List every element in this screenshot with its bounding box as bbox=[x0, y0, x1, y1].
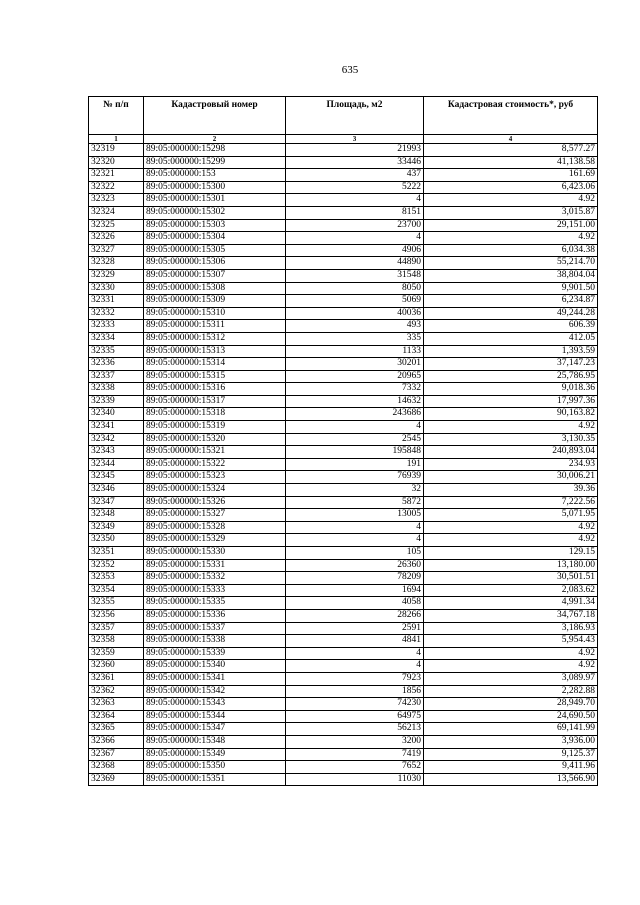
row-number-cell: 32360 bbox=[89, 660, 144, 673]
cadastral-number-cell: 89:05:000000:15322 bbox=[144, 458, 286, 471]
table-row bbox=[89, 358, 598, 371]
area-cell: 7419 bbox=[286, 748, 424, 761]
row-number-cell: 32329 bbox=[89, 269, 144, 282]
area-cell: 2591 bbox=[286, 622, 424, 635]
area-cell: 4 bbox=[286, 232, 424, 245]
table-row bbox=[89, 773, 598, 786]
table-row bbox=[89, 559, 598, 572]
row-number-cell: 32328 bbox=[89, 257, 144, 270]
area-cell: 8050 bbox=[286, 282, 424, 295]
cadastral-value-cell: 5,071.95 bbox=[424, 509, 598, 522]
table-row bbox=[89, 421, 598, 434]
cadastral-number-cell: 89:05:000000:15340 bbox=[144, 660, 286, 673]
cadastral-number-cell: 89:05:000000:15321 bbox=[144, 446, 286, 459]
table-row bbox=[89, 672, 598, 685]
row-number-cell: 32325 bbox=[89, 219, 144, 232]
table-row bbox=[89, 723, 598, 736]
row-number-cell: 32334 bbox=[89, 332, 144, 345]
cadastral-value-cell: 2,282.88 bbox=[424, 685, 598, 698]
row-number-cell: 32352 bbox=[89, 559, 144, 572]
area-cell: 5872 bbox=[286, 496, 424, 509]
cadastral-number-cell: 89:05:000000:15348 bbox=[144, 735, 286, 748]
table-row bbox=[89, 635, 598, 648]
cadastral-value-cell: 3,936.00 bbox=[424, 735, 598, 748]
header-row-number: № п/п bbox=[89, 97, 144, 135]
row-number-cell: 32322 bbox=[89, 181, 144, 194]
area-cell: 243686 bbox=[286, 408, 424, 421]
area-cell: 105 bbox=[286, 547, 424, 560]
cadastral-number-cell: 89:05:000000:15314 bbox=[144, 358, 286, 371]
table-row bbox=[89, 660, 598, 673]
cadastral-value-cell: 39.36 bbox=[424, 484, 598, 497]
header-area: Площадь, м2 bbox=[286, 97, 424, 135]
cadastral-value-cell: 69,141.99 bbox=[424, 723, 598, 736]
area-cell: 4 bbox=[286, 521, 424, 534]
row-number-cell: 32340 bbox=[89, 408, 144, 421]
cadastral-value-cell: 4.92 bbox=[424, 660, 598, 673]
page-number: 635 bbox=[341, 64, 359, 76]
area-cell: 21993 bbox=[286, 144, 424, 157]
cadastral-value-cell: 3,089.97 bbox=[424, 672, 598, 685]
cadastral-number-cell: 89:05:000000:15326 bbox=[144, 496, 286, 509]
cadastral-number-cell: 89:05:000000:15310 bbox=[144, 307, 286, 320]
cadastral-number-cell: 89:05:000000:15347 bbox=[144, 723, 286, 736]
area-cell: 1856 bbox=[286, 685, 424, 698]
cadastral-value-cell: 6,423.06 bbox=[424, 181, 598, 194]
table-row bbox=[89, 496, 598, 509]
area-cell: 335 bbox=[286, 332, 424, 345]
area-cell: 437 bbox=[286, 169, 424, 182]
area-cell: 7923 bbox=[286, 672, 424, 685]
area-cell: 64975 bbox=[286, 710, 424, 723]
cadastral-number-cell: 89:05:000000:15332 bbox=[144, 572, 286, 585]
column-number-3: 3 bbox=[286, 135, 424, 144]
table-row bbox=[89, 572, 598, 585]
row-number-cell: 32348 bbox=[89, 509, 144, 522]
table-row bbox=[89, 685, 598, 698]
row-number-cell: 32366 bbox=[89, 735, 144, 748]
row-number-cell: 32361 bbox=[89, 672, 144, 685]
table-row bbox=[89, 710, 598, 723]
cadastral-value-cell: 4.92 bbox=[424, 421, 598, 434]
table-row bbox=[89, 332, 598, 345]
table-row bbox=[89, 181, 598, 194]
row-number-cell: 32330 bbox=[89, 282, 144, 295]
cadastral-value-cell: 3,130.35 bbox=[424, 433, 598, 446]
row-number-cell: 32320 bbox=[89, 156, 144, 169]
table-row bbox=[89, 735, 598, 748]
cadastral-number-cell: 89:05:000000:15336 bbox=[144, 609, 286, 622]
cadastral-number-cell: 89:05:000000:15306 bbox=[144, 257, 286, 270]
cadastral-number-cell: 89:05:000000:15307 bbox=[144, 269, 286, 282]
table-row bbox=[89, 433, 598, 446]
area-cell: 1133 bbox=[286, 345, 424, 358]
row-number-cell: 32350 bbox=[89, 534, 144, 547]
cadastral-number-cell: 89:05:000000:15331 bbox=[144, 559, 286, 572]
table-row bbox=[89, 295, 598, 308]
row-number-cell: 32368 bbox=[89, 761, 144, 774]
row-number-cell: 32355 bbox=[89, 597, 144, 610]
cadastral-number-cell: 89:05:000000:15308 bbox=[144, 282, 286, 295]
area-cell: 7652 bbox=[286, 761, 424, 774]
area-cell: 8151 bbox=[286, 206, 424, 219]
cadastral-number-cell: 89:05:000000:15343 bbox=[144, 698, 286, 711]
area-cell: 2545 bbox=[286, 433, 424, 446]
table-row bbox=[89, 484, 598, 497]
area-cell: 195848 bbox=[286, 446, 424, 459]
cadastral-value-cell: 4.92 bbox=[424, 194, 598, 207]
table-row bbox=[89, 622, 598, 635]
cadastral-value-cell: 1,393.59 bbox=[424, 345, 598, 358]
cadastral-value-cell: 37,147.23 bbox=[424, 358, 598, 371]
row-number-cell: 32369 bbox=[89, 773, 144, 786]
cadastral-value-cell: 90,163.82 bbox=[424, 408, 598, 421]
table-row bbox=[89, 446, 598, 459]
row-number-cell: 32367 bbox=[89, 748, 144, 761]
area-cell: 14632 bbox=[286, 395, 424, 408]
table-row bbox=[89, 345, 598, 358]
cadastral-number-cell: 89:05:000000:15316 bbox=[144, 383, 286, 396]
area-cell: 3200 bbox=[286, 735, 424, 748]
row-number-cell: 32323 bbox=[89, 194, 144, 207]
cadastral-value-cell: 8,577.27 bbox=[424, 144, 598, 157]
cadastral-number-cell: 89:05:000000:15330 bbox=[144, 547, 286, 560]
table-row bbox=[89, 509, 598, 522]
area-cell: 20965 bbox=[286, 370, 424, 383]
area-cell: 5069 bbox=[286, 295, 424, 308]
cadastral-number-cell: 89:05:000000:15339 bbox=[144, 647, 286, 660]
cadastral-value-cell: 25,786.95 bbox=[424, 370, 598, 383]
cadastral-number-cell: 89:05:000000:15350 bbox=[144, 761, 286, 774]
area-cell: 4 bbox=[286, 647, 424, 660]
cadastral-value-cell: 3,186.93 bbox=[424, 622, 598, 635]
area-cell: 13005 bbox=[286, 509, 424, 522]
area-cell: 7332 bbox=[286, 383, 424, 396]
row-number-cell: 32343 bbox=[89, 446, 144, 459]
cadastral-value-cell: 9,901.50 bbox=[424, 282, 598, 295]
cadastral-value-cell: 2,083.62 bbox=[424, 584, 598, 597]
area-cell: 33446 bbox=[286, 156, 424, 169]
cadastral-number-cell: 89:05:000000:15338 bbox=[144, 635, 286, 648]
row-number-cell: 32364 bbox=[89, 710, 144, 723]
table-row bbox=[89, 748, 598, 761]
cadastral-number-cell: 89:05:000000:15303 bbox=[144, 219, 286, 232]
cadastral-value-cell: 234.93 bbox=[424, 458, 598, 471]
table-row bbox=[89, 244, 598, 257]
column-number-4: 4 bbox=[424, 135, 598, 144]
table-body bbox=[89, 144, 598, 786]
cadastral-number-cell: 89:05:000000:15333 bbox=[144, 584, 286, 597]
table-row bbox=[89, 521, 598, 534]
table-row bbox=[89, 307, 598, 320]
cadastral-number-cell: 89:05:000000:15329 bbox=[144, 534, 286, 547]
cadastral-value-cell: 29,151.00 bbox=[424, 219, 598, 232]
area-cell: 26360 bbox=[286, 559, 424, 572]
cadastral-number-cell: 89:05:000000:15301 bbox=[144, 194, 286, 207]
header-cadastral-value: Кадастровая стоимость*, руб bbox=[424, 97, 598, 135]
row-number-cell: 32341 bbox=[89, 421, 144, 434]
area-cell: 74230 bbox=[286, 698, 424, 711]
cadastral-number-cell: 89:05:000000:15309 bbox=[144, 295, 286, 308]
cadastral-value-cell: 41,138.58 bbox=[424, 156, 598, 169]
area-cell: 32 bbox=[286, 484, 424, 497]
row-number-cell: 32326 bbox=[89, 232, 144, 245]
row-number-cell: 32363 bbox=[89, 698, 144, 711]
area-cell: 23700 bbox=[286, 219, 424, 232]
cadastral-value-cell: 9,018.36 bbox=[424, 383, 598, 396]
row-number-cell: 32362 bbox=[89, 685, 144, 698]
table-row bbox=[89, 219, 598, 232]
row-number-cell: 32335 bbox=[89, 345, 144, 358]
row-number-cell: 32365 bbox=[89, 723, 144, 736]
area-cell: 31548 bbox=[286, 269, 424, 282]
table-row bbox=[89, 144, 598, 157]
cadastral-value-cell: 606.39 bbox=[424, 320, 598, 333]
row-number-cell: 32321 bbox=[89, 169, 144, 182]
header-cadastral-number: Кадастровый номер bbox=[144, 97, 286, 135]
cadastral-value-cell: 412.05 bbox=[424, 332, 598, 345]
table-row bbox=[89, 320, 598, 333]
cadastral-value-cell: 55,214.70 bbox=[424, 257, 598, 270]
row-number-cell: 32356 bbox=[89, 609, 144, 622]
area-cell: 493 bbox=[286, 320, 424, 333]
row-number-cell: 32359 bbox=[89, 647, 144, 660]
table-header bbox=[89, 97, 598, 144]
row-number-cell: 32337 bbox=[89, 370, 144, 383]
cadastral-number-cell: 89:05:000000:15351 bbox=[144, 773, 286, 786]
area-cell: 4 bbox=[286, 660, 424, 673]
table-row bbox=[89, 169, 598, 182]
cadastral-number-cell: 89:05:000000:15317 bbox=[144, 395, 286, 408]
area-cell: 4841 bbox=[286, 635, 424, 648]
cadastral-number-cell: 89:05:000000:15344 bbox=[144, 710, 286, 723]
row-number-cell: 32331 bbox=[89, 295, 144, 308]
column-number-1: 1 bbox=[89, 135, 144, 144]
cadastral-number-cell: 89:05:000000:15312 bbox=[144, 332, 286, 345]
row-number-cell: 32333 bbox=[89, 320, 144, 333]
cadastral-number-cell: 89:05:000000:153 bbox=[144, 169, 286, 182]
cadastral-value-cell: 30,006.21 bbox=[424, 471, 598, 484]
area-cell: 4058 bbox=[286, 597, 424, 610]
cadastral-value-cell: 34,767.18 bbox=[424, 609, 598, 622]
cadastral-value-cell: 6,234.87 bbox=[424, 295, 598, 308]
cadastral-number-cell: 89:05:000000:15311 bbox=[144, 320, 286, 333]
row-number-cell: 32327 bbox=[89, 244, 144, 257]
row-number-cell: 32353 bbox=[89, 572, 144, 585]
cadastral-number-cell: 89:05:000000:15313 bbox=[144, 345, 286, 358]
cadastral-value-cell: 129.15 bbox=[424, 547, 598, 560]
cadastral-value-cell: 4,991.34 bbox=[424, 597, 598, 610]
area-cell: 30201 bbox=[286, 358, 424, 371]
cadastral-value-cell: 7,222.56 bbox=[424, 496, 598, 509]
table-row bbox=[89, 597, 598, 610]
table-row bbox=[89, 647, 598, 660]
cadastral-value-cell: 4.92 bbox=[424, 647, 598, 660]
table-row bbox=[89, 282, 598, 295]
cadastral-number-cell: 89:05:000000:15300 bbox=[144, 181, 286, 194]
cadastral-value-cell: 49,244.28 bbox=[424, 307, 598, 320]
cadastral-number-cell: 89:05:000000:15323 bbox=[144, 471, 286, 484]
cadastral-value-cell: 6,034.38 bbox=[424, 244, 598, 257]
cadastral-number-cell: 89:05:000000:15319 bbox=[144, 421, 286, 434]
area-cell: 44890 bbox=[286, 257, 424, 270]
cadastral-number-cell: 89:05:000000:15328 bbox=[144, 521, 286, 534]
table-row bbox=[89, 370, 598, 383]
cadastral-value-cell: 17,997.36 bbox=[424, 395, 598, 408]
cadastral-value-cell: 9,125.37 bbox=[424, 748, 598, 761]
cadastral-value-cell: 4.92 bbox=[424, 232, 598, 245]
row-number-cell: 32342 bbox=[89, 433, 144, 446]
cadastral-value-cell: 30,501.51 bbox=[424, 572, 598, 585]
table-row bbox=[89, 206, 598, 219]
row-number-cell: 32354 bbox=[89, 584, 144, 597]
table-row bbox=[89, 269, 598, 282]
cadastral-table bbox=[88, 96, 598, 786]
cadastral-value-cell: 38,804.04 bbox=[424, 269, 598, 282]
table-row bbox=[89, 584, 598, 597]
row-number-cell: 32358 bbox=[89, 635, 144, 648]
cadastral-number-cell: 89:05:000000:15341 bbox=[144, 672, 286, 685]
row-number-cell: 32357 bbox=[89, 622, 144, 635]
row-number-cell: 32339 bbox=[89, 395, 144, 408]
table-row bbox=[89, 458, 598, 471]
cadastral-number-cell: 89:05:000000:15299 bbox=[144, 156, 286, 169]
table-row bbox=[89, 156, 598, 169]
cadastral-number-cell: 89:05:000000:15349 bbox=[144, 748, 286, 761]
row-number-cell: 32351 bbox=[89, 547, 144, 560]
cadastral-number-cell: 89:05:000000:15304 bbox=[144, 232, 286, 245]
cadastral-number-cell: 89:05:000000:15305 bbox=[144, 244, 286, 257]
area-cell: 78209 bbox=[286, 572, 424, 585]
row-number-cell: 32324 bbox=[89, 206, 144, 219]
table-row bbox=[89, 395, 598, 408]
cadastral-value-cell: 4.92 bbox=[424, 534, 598, 547]
table-row bbox=[89, 383, 598, 396]
cadastral-value-cell: 24,690.50 bbox=[424, 710, 598, 723]
table-row bbox=[89, 257, 598, 270]
area-cell: 56213 bbox=[286, 723, 424, 736]
table-row bbox=[89, 194, 598, 207]
row-number-cell: 32319 bbox=[89, 144, 144, 157]
cadastral-number-cell: 89:05:000000:15320 bbox=[144, 433, 286, 446]
area-cell: 5222 bbox=[286, 181, 424, 194]
area-cell: 4906 bbox=[286, 244, 424, 257]
area-cell: 4 bbox=[286, 534, 424, 547]
cadastral-value-cell: 240,893.04 bbox=[424, 446, 598, 459]
area-cell: 76939 bbox=[286, 471, 424, 484]
cadastral-value-cell: 3,015.87 bbox=[424, 206, 598, 219]
cadastral-number-cell: 89:05:000000:15302 bbox=[144, 206, 286, 219]
area-cell: 1694 bbox=[286, 584, 424, 597]
area-cell: 4 bbox=[286, 194, 424, 207]
cadastral-value-cell: 161.69 bbox=[424, 169, 598, 182]
table-row bbox=[89, 547, 598, 560]
cadastral-value-cell: 13,566.90 bbox=[424, 773, 598, 786]
table-row bbox=[89, 761, 598, 774]
area-cell: 28266 bbox=[286, 609, 424, 622]
cadastral-number-cell: 89:05:000000:15335 bbox=[144, 597, 286, 610]
area-cell: 191 bbox=[286, 458, 424, 471]
cadastral-value-cell: 13,180.00 bbox=[424, 559, 598, 572]
row-number-cell: 32336 bbox=[89, 358, 144, 371]
cadastral-number-cell: 89:05:000000:15315 bbox=[144, 370, 286, 383]
column-number-2: 2 bbox=[144, 135, 286, 144]
cadastral-number-cell: 89:05:000000:15327 bbox=[144, 509, 286, 522]
row-number-cell: 32349 bbox=[89, 521, 144, 534]
area-cell: 4 bbox=[286, 421, 424, 434]
cadastral-value-cell: 4.92 bbox=[424, 521, 598, 534]
row-number-cell: 32332 bbox=[89, 307, 144, 320]
area-cell: 40036 bbox=[286, 307, 424, 320]
table-row bbox=[89, 471, 598, 484]
table-row bbox=[89, 698, 598, 711]
cadastral-number-cell: 89:05:000000:15318 bbox=[144, 408, 286, 421]
row-number-cell: 32338 bbox=[89, 383, 144, 396]
cadastral-value-cell: 5,954.43 bbox=[424, 635, 598, 648]
row-number-cell: 32344 bbox=[89, 458, 144, 471]
table-row bbox=[89, 232, 598, 245]
table-row bbox=[89, 408, 598, 421]
cadastral-number-cell: 89:05:000000:15298 bbox=[144, 144, 286, 157]
cadastral-value-cell: 9,411.96 bbox=[424, 761, 598, 774]
cadastral-number-cell: 89:05:000000:15337 bbox=[144, 622, 286, 635]
table-row bbox=[89, 534, 598, 547]
area-cell: 11030 bbox=[286, 773, 424, 786]
row-number-cell: 32346 bbox=[89, 484, 144, 497]
table-row bbox=[89, 609, 598, 622]
cadastral-value-cell: 28,949.70 bbox=[424, 698, 598, 711]
cadastral-number-cell: 89:05:000000:15324 bbox=[144, 484, 286, 497]
row-number-cell: 32345 bbox=[89, 471, 144, 484]
row-number-cell: 32347 bbox=[89, 496, 144, 509]
cadastral-number-cell: 89:05:000000:15342 bbox=[144, 685, 286, 698]
